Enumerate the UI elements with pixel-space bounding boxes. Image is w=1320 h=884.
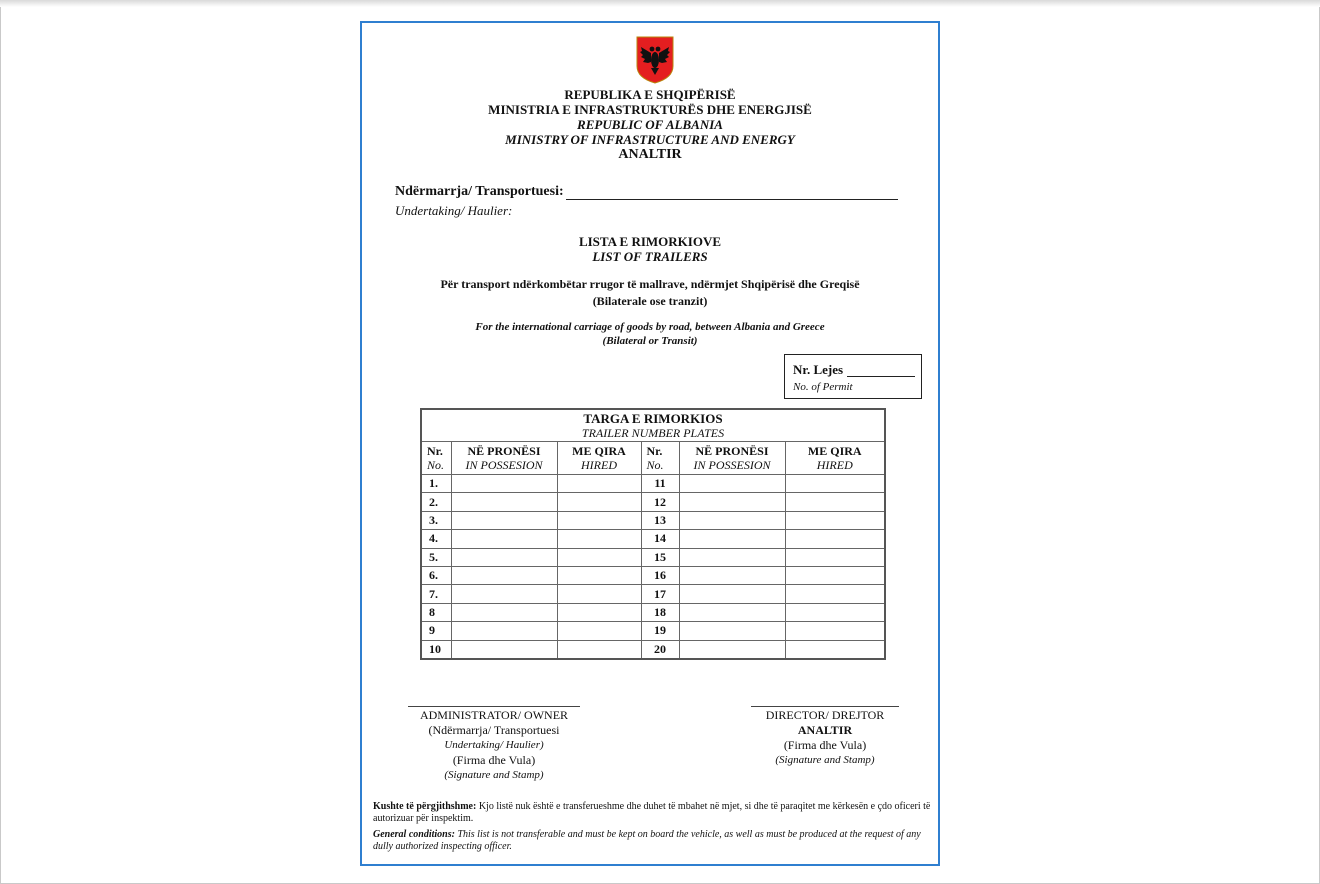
hired-plate-cell: [785, 566, 885, 584]
col-hired-label-sq: ME QIRA: [572, 444, 626, 458]
hired-plate-cell: [785, 475, 885, 493]
owned-plate-cell: [451, 585, 557, 603]
owned-plate-cell: [679, 566, 785, 584]
purpose-sub-en: (Bilateral or Transit): [602, 335, 698, 347]
hired-plate-cell: [557, 475, 641, 493]
owned-plate-cell: [451, 603, 557, 621]
table-caption-en: TRAILER NUMBER PLATES: [581, 425, 725, 440]
hired-plate-cell: [785, 493, 885, 511]
hired-plate-cell: [557, 530, 641, 548]
col-nr-label-sq: Nr.: [427, 444, 443, 458]
col-hired-label-en: HIRED: [581, 458, 617, 472]
table-row: [421, 603, 885, 621]
hired-plate-cell: [785, 603, 885, 621]
row-number: 13: [641, 511, 679, 529]
col-nr-header: [421, 442, 451, 475]
owned-plate-cell: [451, 640, 557, 659]
document-page: [360, 21, 940, 866]
republic-title-sq: REPUBLIKA E SHQIPËRISË: [564, 87, 736, 102]
permit-label-en: No. of Permit: [793, 381, 853, 393]
row-number: 10: [421, 640, 451, 659]
republic-title-en: REPUBLIC OF ALBANIA: [577, 117, 723, 132]
row-number: 20: [641, 640, 679, 659]
hired-plate-cell: [785, 622, 885, 640]
row-number: 4.: [421, 530, 451, 548]
owned-plate-cell: [451, 511, 557, 529]
owner-sign-en: (Signature and Stamp): [444, 769, 544, 781]
row-number: 1.: [421, 475, 451, 493]
row-number: 19: [641, 622, 679, 640]
list-title-en: LIST OF TRAILERS: [592, 249, 708, 264]
col-nr-label-en: No.: [646, 458, 664, 472]
director-signature-line: [751, 706, 899, 707]
col-hired-header-2: [785, 442, 885, 475]
owner-role: ADMINISTRATOR/ OWNER: [419, 708, 569, 722]
col-owned-label-sq: NË PRONËSI: [695, 444, 769, 458]
owned-plate-cell: [451, 566, 557, 584]
row-number: 11: [641, 475, 679, 493]
director-sign-en: (Signature and Stamp): [775, 754, 875, 766]
hired-plate-cell: [785, 530, 885, 548]
row-number: 7.: [421, 585, 451, 603]
conditions-text-sq: Kjo listë nuk është e transferueshme dhe duhet të mbahet në mjet, si dhe të paraqitet me kërkesën e çdo oficeri të autorizuar për inspektim.: [373, 801, 931, 824]
table-header-row: [421, 442, 885, 475]
ministry-title-sq: MINISTRIA E INFRASTRUKTURËS DHE ENERGJISË: [488, 102, 812, 117]
hired-plate-cell: [557, 585, 641, 603]
ministry-title-en: MINISTRY OF INFRASTRUCTURE AND ENERGY: [505, 132, 795, 147]
owner-signature-line: [408, 706, 580, 707]
hired-plate-cell: [557, 603, 641, 621]
col-hired-label-sq: ME QIRA: [807, 444, 862, 458]
col-owned-header-2: [679, 442, 785, 475]
col-owned-label-sq: NË PRONËSI: [467, 444, 541, 458]
owned-plate-cell: [679, 585, 785, 603]
hired-plate-cell: [785, 585, 885, 603]
owned-plate-cell: [679, 493, 785, 511]
purpose-text-en: For the international carriage of goods by road, between Albania and Greece: [475, 321, 825, 333]
purpose-text-sq: Për transport ndërkombëtar rrugor të mallrave, ndërmjet Shqipërisë dhe Greqisë: [440, 277, 860, 291]
owned-plate-cell: [451, 548, 557, 566]
owned-plate-cell: [679, 548, 785, 566]
undertaking-label-en: Undertaking/ Haulier:: [395, 203, 513, 218]
row-number: 17: [641, 585, 679, 603]
table-row: [421, 622, 885, 640]
table-row: [421, 511, 885, 529]
hired-plate-cell: [785, 640, 885, 659]
general-conditions-sq: [373, 801, 931, 825]
row-number: 2.: [421, 493, 451, 511]
row-number: 3.: [421, 511, 451, 529]
row-number: 6.: [421, 566, 451, 584]
col-hired-label-en: HIRED: [816, 458, 853, 472]
undertaking-label-sq: Ndërmarrja/ Transportuesi:: [395, 184, 564, 199]
owned-plate-cell: [679, 622, 785, 640]
agency-name: ANALTIR: [618, 147, 682, 162]
hired-plate-cell: [557, 640, 641, 659]
hired-plate-cell: [557, 548, 641, 566]
viewer-top-edge: [0, 0, 1320, 7]
table-row: [421, 566, 885, 584]
owned-plate-cell: [451, 475, 557, 493]
row-number: 12: [641, 493, 679, 511]
row-number: 18: [641, 603, 679, 621]
table-caption-sq: TARGA E RIMORKIOS: [583, 410, 723, 426]
owner-entity-en: Undertaking/ Haulier): [444, 739, 544, 751]
conditions-label-sq: Kushte të përgjithshme:: [373, 801, 477, 812]
row-number: 16: [641, 566, 679, 584]
table-row: [421, 585, 885, 603]
table-row: [421, 475, 885, 493]
director-sign-sq: (Firma dhe Vula): [783, 738, 867, 752]
owned-plate-cell: [451, 493, 557, 511]
table-row: [421, 640, 885, 659]
owned-plate-cell: [451, 622, 557, 640]
undertaking-field-line: [566, 199, 898, 200]
owner-sign-sq: (Firma dhe Vula): [452, 753, 536, 767]
row-number: 8: [421, 603, 451, 621]
owned-plate-cell: [679, 640, 785, 659]
permit-number-box: [784, 354, 922, 399]
hired-plate-cell: [557, 622, 641, 640]
table-row: [421, 530, 885, 548]
col-nr-header-2: [641, 442, 679, 475]
owner-entity-sq: (Ndërmarrja/ Transportuesi: [428, 723, 560, 737]
permit-label-sq: Nr. Lejes: [793, 362, 844, 377]
hired-plate-cell: [785, 511, 885, 529]
trailer-plates-table: [420, 408, 886, 660]
row-number: 14: [641, 530, 679, 548]
albanian-eagle-emblem-icon: [636, 36, 674, 84]
table-caption-row: [421, 409, 885, 442]
hired-plate-cell: [557, 511, 641, 529]
hired-plate-cell: [785, 548, 885, 566]
list-title-sq: LISTA E RIMORKIOVE: [578, 234, 722, 249]
col-nr-label-en: No.: [427, 458, 445, 472]
col-owned-header: [451, 442, 557, 475]
director-role: DIRECTOR/ DREJTOR: [765, 708, 885, 722]
hired-plate-cell: [557, 493, 641, 511]
row-number: 5.: [421, 548, 451, 566]
owner-signature-block: [394, 708, 594, 783]
owned-plate-cell: [679, 475, 785, 493]
hired-plate-cell: [557, 566, 641, 584]
conditions-text-en: This list is not transferable and must be kept on board the vehicle, as well as must be produced at the request of any dully authorized inspecting officer.: [373, 829, 921, 852]
owned-plate-cell: [679, 530, 785, 548]
row-number: 9: [421, 622, 451, 640]
owned-plate-cell: [679, 603, 785, 621]
purpose-sub-sq: (Bilaterale ose tranzit): [592, 294, 708, 308]
row-number: 15: [641, 548, 679, 566]
director-entity: ANALTIR: [797, 723, 853, 737]
general-conditions-en: [373, 829, 931, 853]
owned-plate-cell: [451, 530, 557, 548]
permit-field-line: [847, 376, 915, 377]
owned-plate-cell: [679, 511, 785, 529]
table-row: [421, 548, 885, 566]
table-row: [421, 493, 885, 511]
col-hired-header: [557, 442, 641, 475]
conditions-label-en: General conditions:: [373, 829, 455, 840]
director-signature-block: [725, 708, 925, 768]
col-owned-label-en: IN POSSESION: [465, 458, 543, 472]
col-owned-label-en: IN POSSESION: [693, 458, 771, 472]
col-nr-label-sq: Nr.: [646, 444, 663, 458]
